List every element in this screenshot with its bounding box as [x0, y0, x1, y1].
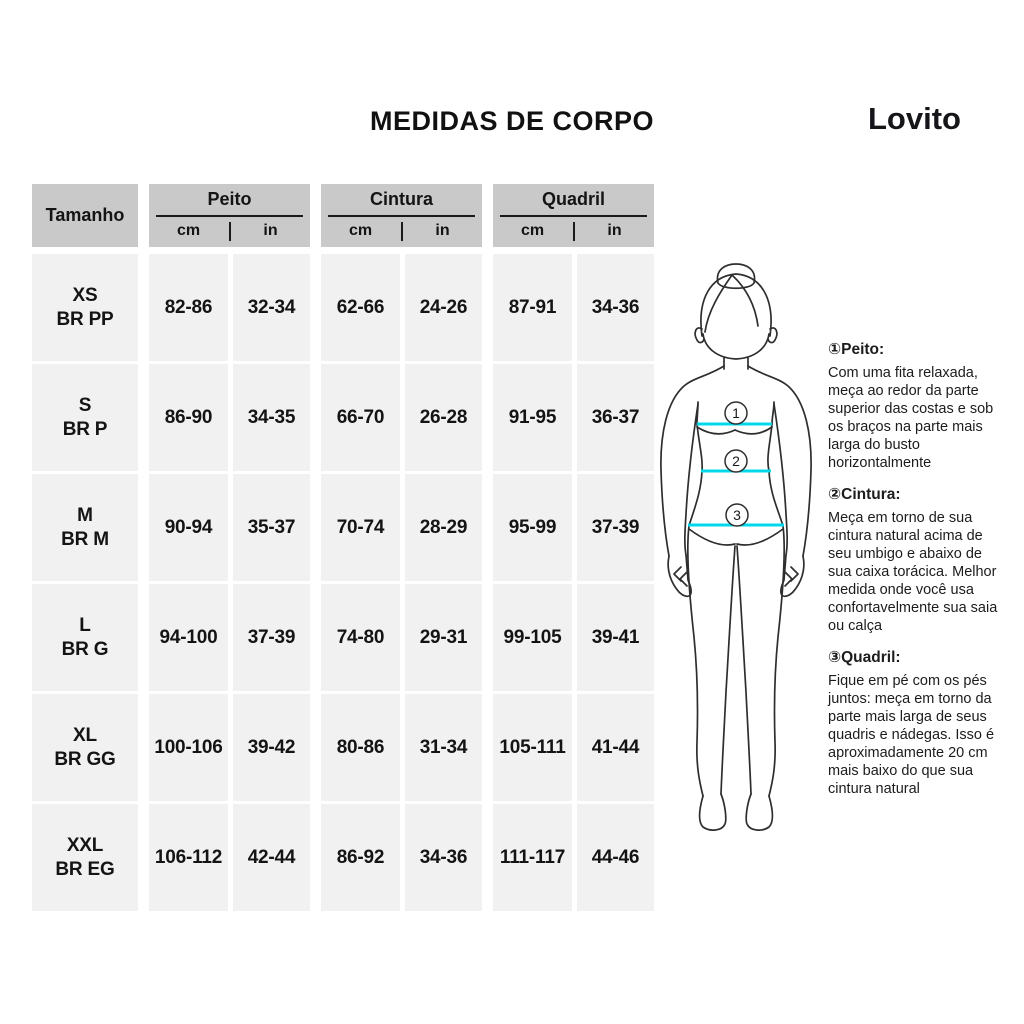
page-title: MEDIDAS DE CORPO: [369, 106, 655, 136]
table-row: [32, 694, 654, 801]
table-row: [32, 584, 654, 691]
measure-cell: 37-39: [577, 474, 654, 581]
column-group-peito: [149, 184, 310, 247]
measure-point-1-label: 1: [732, 405, 740, 421]
note-heading: ①Peito:: [828, 341, 885, 358]
size-code: S: [78, 394, 92, 416]
measure-cell: 111-117: [493, 804, 572, 911]
measure-cell: 34-36: [577, 254, 654, 361]
measure-cell: 44-46: [577, 804, 654, 911]
body-figure: [648, 252, 828, 852]
measure-cell: 100-106: [149, 694, 228, 801]
size-cell: [32, 584, 138, 691]
measure-cell: 26-28: [405, 364, 482, 471]
left-arm-outer: [661, 366, 724, 556]
note-quadril: [828, 648, 1000, 798]
bust-curve-left: [697, 427, 735, 434]
brand-logo: Lovito: [868, 101, 961, 136]
measure-cell: 41-44: [577, 694, 654, 801]
size-cell: [32, 254, 138, 361]
unit-label-in: in: [607, 222, 622, 239]
group-label: Quadril: [541, 189, 605, 209]
measure-point-3-label: 3: [733, 507, 741, 523]
measure-cell: 86-92: [321, 804, 400, 911]
measure-cell: 99-105: [493, 584, 572, 691]
note-body: Com uma fita relaxada, meça ao redor da parte superior das costas e sob os braços na parte mais larga do busto horizontalmente: [828, 365, 994, 471]
measure-cell: 24-26: [405, 254, 482, 361]
measure-cell: 74-80: [321, 584, 400, 691]
hair-outline: [701, 274, 771, 336]
size-br: BR G: [61, 638, 109, 660]
size-code: M: [77, 504, 93, 526]
measure-cell: 35-37: [233, 474, 310, 581]
measure-cell: 66-70: [321, 364, 400, 471]
left-leg-inner: [721, 546, 735, 794]
measure-cell: 95-99: [493, 474, 572, 581]
note-cintura: [828, 485, 1000, 635]
measure-cell: 82-86: [149, 254, 228, 361]
torso-right: [768, 402, 783, 526]
header-divider-line: [328, 215, 475, 217]
measure-cell: 42-44: [233, 804, 310, 911]
measure-cell: 36-37: [577, 364, 654, 471]
right-arm-inner: [774, 404, 787, 555]
column-group-quadril: [493, 184, 654, 247]
size-br: BR GG: [54, 748, 116, 770]
measure-cell: 39-41: [577, 584, 654, 691]
measure-cell: 91-95: [493, 364, 572, 471]
group-label: Cintura: [370, 189, 433, 209]
column-group-cintura: [321, 184, 482, 247]
size-code: XXL: [66, 834, 104, 856]
size-table: [32, 184, 654, 914]
table-header-row: [32, 184, 654, 247]
note-body: Meça em torno de sua cintura natural acima de seu umbigo e abaixo de sua caixa torácica. Melhor medida onde você usa confortavelmente sua saia ou calça: [828, 510, 998, 634]
measure-cell: 34-35: [233, 364, 310, 471]
size-br: BR PP: [56, 308, 114, 330]
measure-cell: 39-42: [233, 694, 310, 801]
unit-label-cm: cm: [520, 222, 545, 239]
size-code: L: [79, 614, 91, 636]
measure-cell: 28-29: [405, 474, 482, 581]
measure-cell: 34-36: [405, 804, 482, 911]
measure-cell: 90-94: [149, 474, 228, 581]
table-row: [32, 804, 654, 911]
right-leg-inner: [737, 546, 751, 794]
unit-label-in: in: [435, 222, 450, 239]
measure-cell: 86-90: [149, 364, 228, 471]
size-code: XS: [72, 284, 98, 306]
note-body: Fique em pé com os pés juntos: meça em torno da parte mais larga de seus quadris e nádegas. Isso é aproximadamente 20 cm mais baixo do que sua cintura natural: [828, 673, 995, 797]
measure-cell: 105-111: [493, 694, 572, 801]
note-heading: ③Quadril:: [828, 649, 901, 666]
unit-label-in: in: [263, 222, 278, 239]
table-row: [32, 364, 654, 471]
bust-curve-right: [735, 427, 772, 434]
size-br: BR EG: [55, 858, 115, 880]
right-leg-outer: [769, 526, 784, 796]
measure-cell: 62-66: [321, 254, 400, 361]
note-peito: [828, 340, 1000, 472]
measure-cell: 87-91: [493, 254, 572, 361]
panty-line-right: [737, 529, 783, 545]
measure-cell: 29-31: [405, 584, 482, 691]
measure-cell: 80-86: [321, 694, 400, 801]
unit-divider: [573, 222, 575, 241]
group-label: Peito: [207, 189, 252, 209]
size-code: XL: [73, 724, 97, 746]
size-cell: [32, 364, 138, 471]
size-cell: [32, 694, 138, 801]
right-hand-fingers: [785, 572, 792, 586]
face-jaw: [703, 334, 769, 359]
measurement-notes: [828, 340, 1000, 811]
hair-bun: [717, 264, 754, 288]
unit-label-cm: cm: [348, 222, 373, 239]
column-header-tamanho: Tamanho: [32, 184, 138, 247]
right-arm-outer: [748, 366, 811, 556]
unit-label-cm: cm: [176, 222, 201, 239]
left-arm-inner: [685, 404, 698, 555]
unit-divider: [401, 222, 403, 241]
header-divider-line: [156, 215, 303, 217]
left-hand-fingers: [680, 572, 687, 586]
unit-divider: [229, 222, 231, 241]
size-br: BR M: [61, 528, 109, 550]
panty-line-left: [689, 529, 735, 545]
left-foot: [700, 794, 726, 830]
size-br: BR P: [62, 418, 108, 440]
measure-cell: 32-34: [233, 254, 310, 361]
left-leg-outer: [688, 526, 703, 796]
size-cell: [32, 804, 138, 911]
measure-cell: 70-74: [321, 474, 400, 581]
measure-cell: 106-112: [149, 804, 228, 911]
measure-cell: 94-100: [149, 584, 228, 691]
measure-cell: 31-34: [405, 694, 482, 801]
size-cell: [32, 474, 138, 581]
measure-cell: 37-39: [233, 584, 310, 691]
header-divider-line: [500, 215, 647, 217]
note-heading: ②Cintura:: [828, 486, 901, 503]
table-row: [32, 254, 654, 361]
right-foot: [746, 794, 772, 830]
table-row: [32, 474, 654, 581]
measure-point-2-label: 2: [732, 453, 740, 469]
